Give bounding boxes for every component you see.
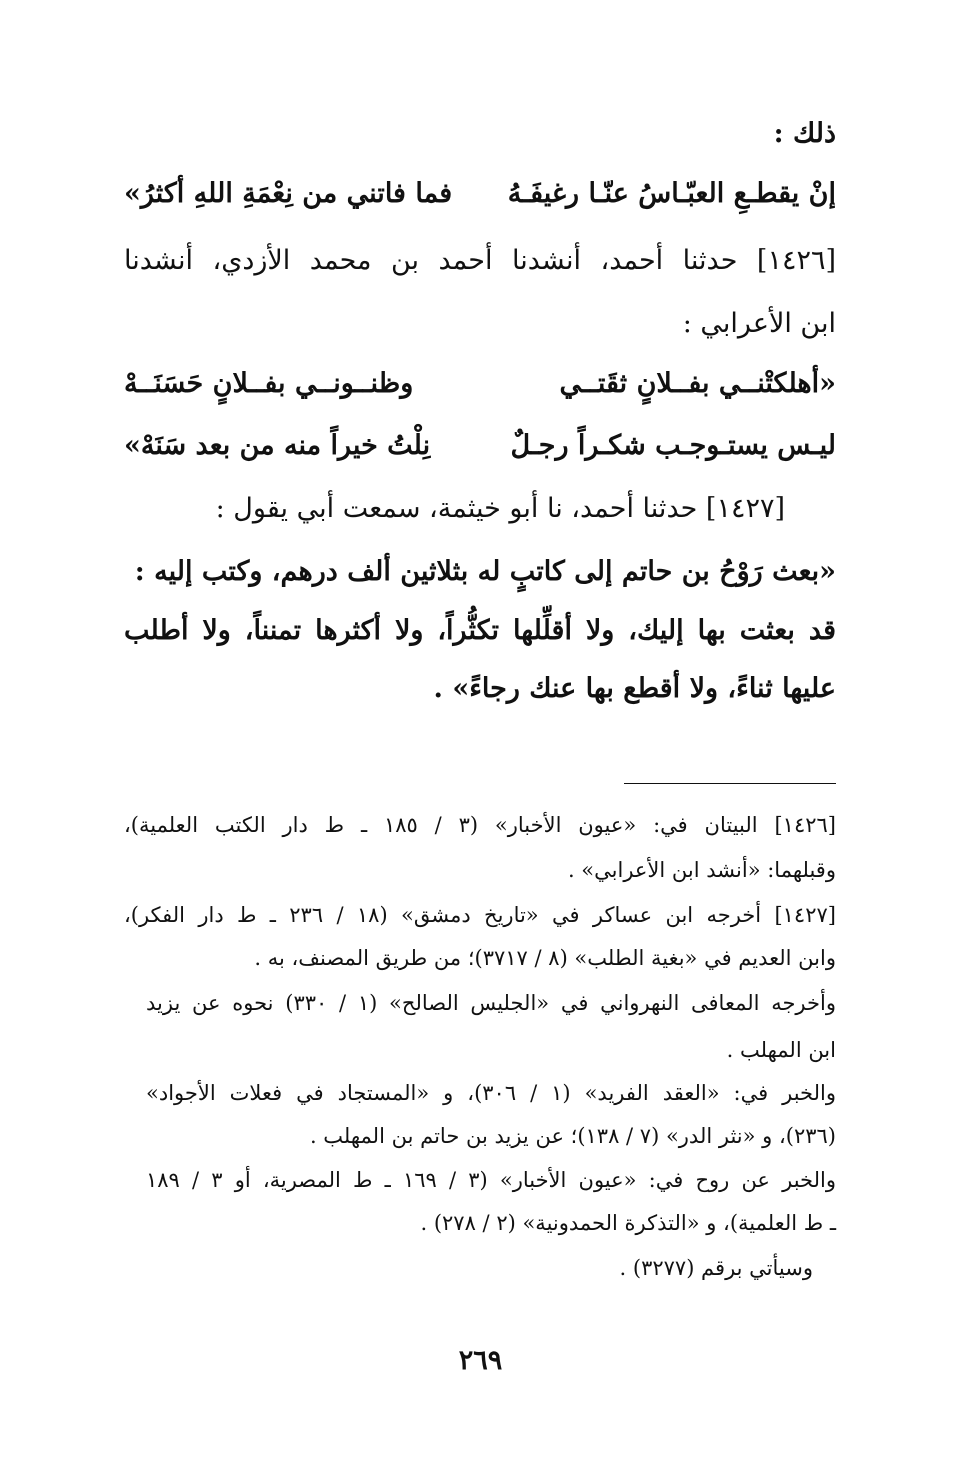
footnote-rawh-line-1: والخبر عن روح في: «عيون الأخبار» (٣ / ١٦٩ ـ ط المصرية، أو ٣ / ١٨٩ — [146, 1168, 836, 1192]
story-line-3: عليها ثناءً، ولا أقطع بها عنك رجاءً» . — [433, 673, 836, 704]
verse-3 — [124, 432, 836, 459]
paragraph-1427: [١٤٢٧] حدثنا أحمد، نا أبو خيثمة، سمعت أبي يقول : — [215, 493, 785, 524]
verse-2-first-hemistich: «أهلكتْنــي بفــلانٍ ثقَتــي — [559, 368, 836, 399]
footnote-1426-line-2: وقبلهما: «أنشد ابن الأعرابي» . — [567, 858, 836, 882]
story-line-2: قد بعثت بها إليك، ولا أقلِّلها تكثُّراً، ولا أكثرها تمنناً، ولا أطلب — [124, 615, 836, 646]
verse-3-first-hemistich: ليـس يستـوجـب شكـراً رجـلٌ — [510, 430, 836, 461]
verse-2-second-hemistich: وظنــونــي بفــلانٍ حَسَنَــهْ — [124, 368, 414, 399]
footnote-1427-line-2: وابن العديم في «بغية الطلب» (٨ / ٣٧١٧)؛ من طريق المصنف، به . — [254, 946, 836, 970]
footnote-1427-line-1: [١٤٢٧] أخرجه ابن عساكر في «تاريخ دمشق» (١٨ / ٢٣٦ ـ ط دار الفكر)، — [124, 903, 836, 927]
verse-2 — [124, 370, 836, 397]
verse-1-second-hemistich: فما فاتني من نِعْمَةِ اللهِ أكثرُ» — [124, 178, 453, 209]
intro-word: ذلك : — [773, 118, 836, 149]
footnote-khabar-line-2: (٢٣٦)، و «نثر الدر» (٧ / ١٣٨)؛ عن يزيد بن حاتم بن المهلب . — [309, 1124, 836, 1148]
footnote-muafa-line-1: وأخرجه المعافى النهرواني في «الجليس الصالح» (١ / ٣٣٠) نحوه عن يزيد — [146, 991, 836, 1015]
footnote-1426-line-1: [١٤٢٦] البيتان في: «عيون الأخبار» (٣ / ١٨٥ ـ ط دار الكتب العلمية)، — [124, 813, 836, 837]
footnote-separator — [624, 783, 836, 784]
paragraph-1426-line-2: ابن الأعرابي : — [682, 308, 836, 339]
footnote-rawh-line-2: ـ ط العلمية)، و «التذكرة الحمدونية» (٢ / ٢٧٨) . — [420, 1211, 836, 1235]
verse-3-second-hemistich: نِلْتُ خيراً منه من بعد سَنَهْ» — [124, 430, 431, 461]
verse-1 — [124, 180, 836, 207]
page-number: ٢٦٩ — [458, 1345, 503, 1376]
verse-1-first-hemistich: إنْ يقطـعِ العبّـاسُ عنّـا رغيفَـهُ — [507, 178, 836, 209]
footnote-muafa-line-2: ابن المهلب . — [726, 1038, 836, 1062]
paragraph-1426-line-1: [١٤٢٦] حدثنا أحمد، أنشدنا أحمد بن محمد الأزدي، أنشدنا — [124, 245, 836, 276]
footnote-khabar-line-1: والخبر في: «العقد الفريد» (١ / ٣٠٦)، و «المستجاد في فعلات الأجواد» — [146, 1081, 836, 1105]
footnote-later: وسيأتي برقم (٣٢٧٧) . — [619, 1256, 813, 1280]
story-line-1: «بعث رَوْحُ بن حاتم إلى كاتبٍ له بثلاثين ألف درهم، وكتب إليه : — [134, 556, 836, 587]
